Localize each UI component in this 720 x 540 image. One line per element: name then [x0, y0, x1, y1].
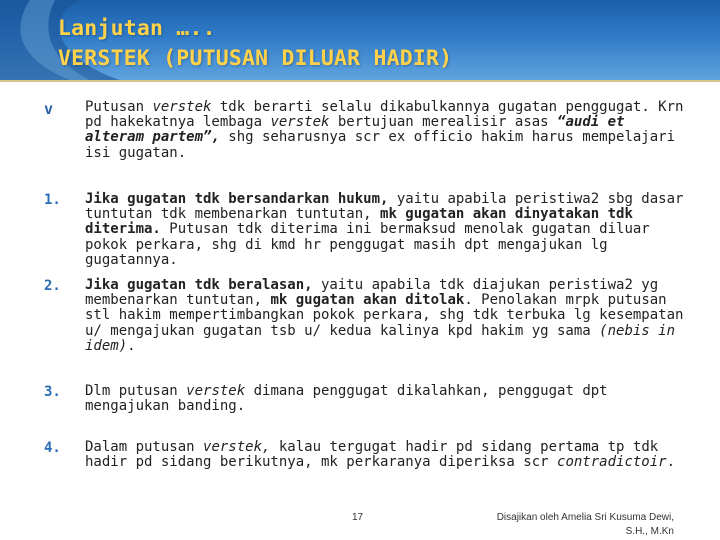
text-run: verstek — [270, 114, 330, 131]
credit-line-2: S.H., M.Kn — [625, 526, 674, 537]
text-run: . Penolakan mrpk putusan stl hakim mempertimbangkan pokok perkara, shg tdk terbuka lg kesempatan u/ mengajukan gugatan tsb u/ kedua kalinya kpd hakim yg sama — [85, 292, 684, 339]
text-run: verstek, — [203, 439, 271, 455]
diamond-bullet-icon: v — [44, 100, 54, 118]
text-run: mk gugatan akan ditolak — [270, 292, 465, 309]
text-run: Jika gugatan tdk beralasan, — [85, 277, 313, 293]
list-item-text — [85, 384, 685, 414]
text-run: “audi et alteram partem”, — [85, 114, 625, 146]
text-run: contradictoir — [557, 454, 667, 471]
title-line-1: Lanjutan ….. — [58, 16, 216, 41]
text-run: bertujuan merealisir asas — [329, 114, 558, 131]
title-divider — [0, 80, 720, 82]
title-line-2: VERSTEK (PUTUSAN DILUAR HADIR) — [58, 46, 453, 71]
text-run: . — [127, 337, 136, 354]
text-run: . — [666, 454, 676, 471]
list-item-text — [85, 440, 685, 470]
text-run: Dalam putusan — [85, 439, 204, 455]
page-number: 17 — [352, 512, 364, 523]
list-item-number: 2. — [44, 278, 61, 294]
text-run: tdk berarti selalu dikabulkannya gugatan penggugat. Krn pd hakekatnya lembaga — [85, 99, 684, 131]
list-item-number: 1. — [44, 192, 61, 208]
text-run: Putusan tdk diterima ini bermaksud menolak gugatan diluar pokok perkara, shg di kmd hr penggugat masih dpt mengajukan lg gugatannya. — [85, 221, 650, 268]
text-run: kalau tergugat hadir pd sidang pertama tp tdk hadir pd sidang berikutnya, mk perkaranya diperiksa scr — [85, 439, 659, 471]
text-run: shg seharusnya scr ex officio hakim harus mempelajari isi gugatan. — [85, 129, 676, 161]
list-item-text — [85, 100, 685, 161]
text-run: dimana penggugat dikalahkan, penggugat dpt mengajukan banding. — [85, 383, 608, 415]
text-run: verstek — [152, 99, 212, 115]
text-run: Dlm putusan — [85, 383, 187, 399]
list-item-text — [85, 278, 685, 354]
list-item-number: 3. — [44, 384, 61, 400]
credit-line-1: Disajikan oleh Amelia Sri Kusuma Dewi, — [496, 512, 674, 523]
list-item-number: 4. — [44, 440, 61, 456]
list-item-text — [85, 192, 685, 268]
text-run: verstek — [186, 383, 246, 399]
text-run: Jika gugatan tdk bersandarkan hukum, — [85, 191, 389, 207]
presenter-credit — [414, 511, 674, 539]
text-run: (nebis in idem) — [85, 322, 676, 354]
slide-header — [0, 0, 720, 80]
text-run: yaitu apabila peristiwa2 sbg dasar tuntutan tdk membenarkan tuntutan, — [85, 191, 684, 223]
text-run: mk gugatan akan dinyatakan tdk diterima. — [85, 206, 633, 238]
slide-title — [58, 14, 452, 74]
text-run: yaitu apabila tdk diajukan peristiwa2 yg membenarkan tuntutan, — [85, 277, 659, 309]
text-run: Putusan — [85, 99, 153, 115]
